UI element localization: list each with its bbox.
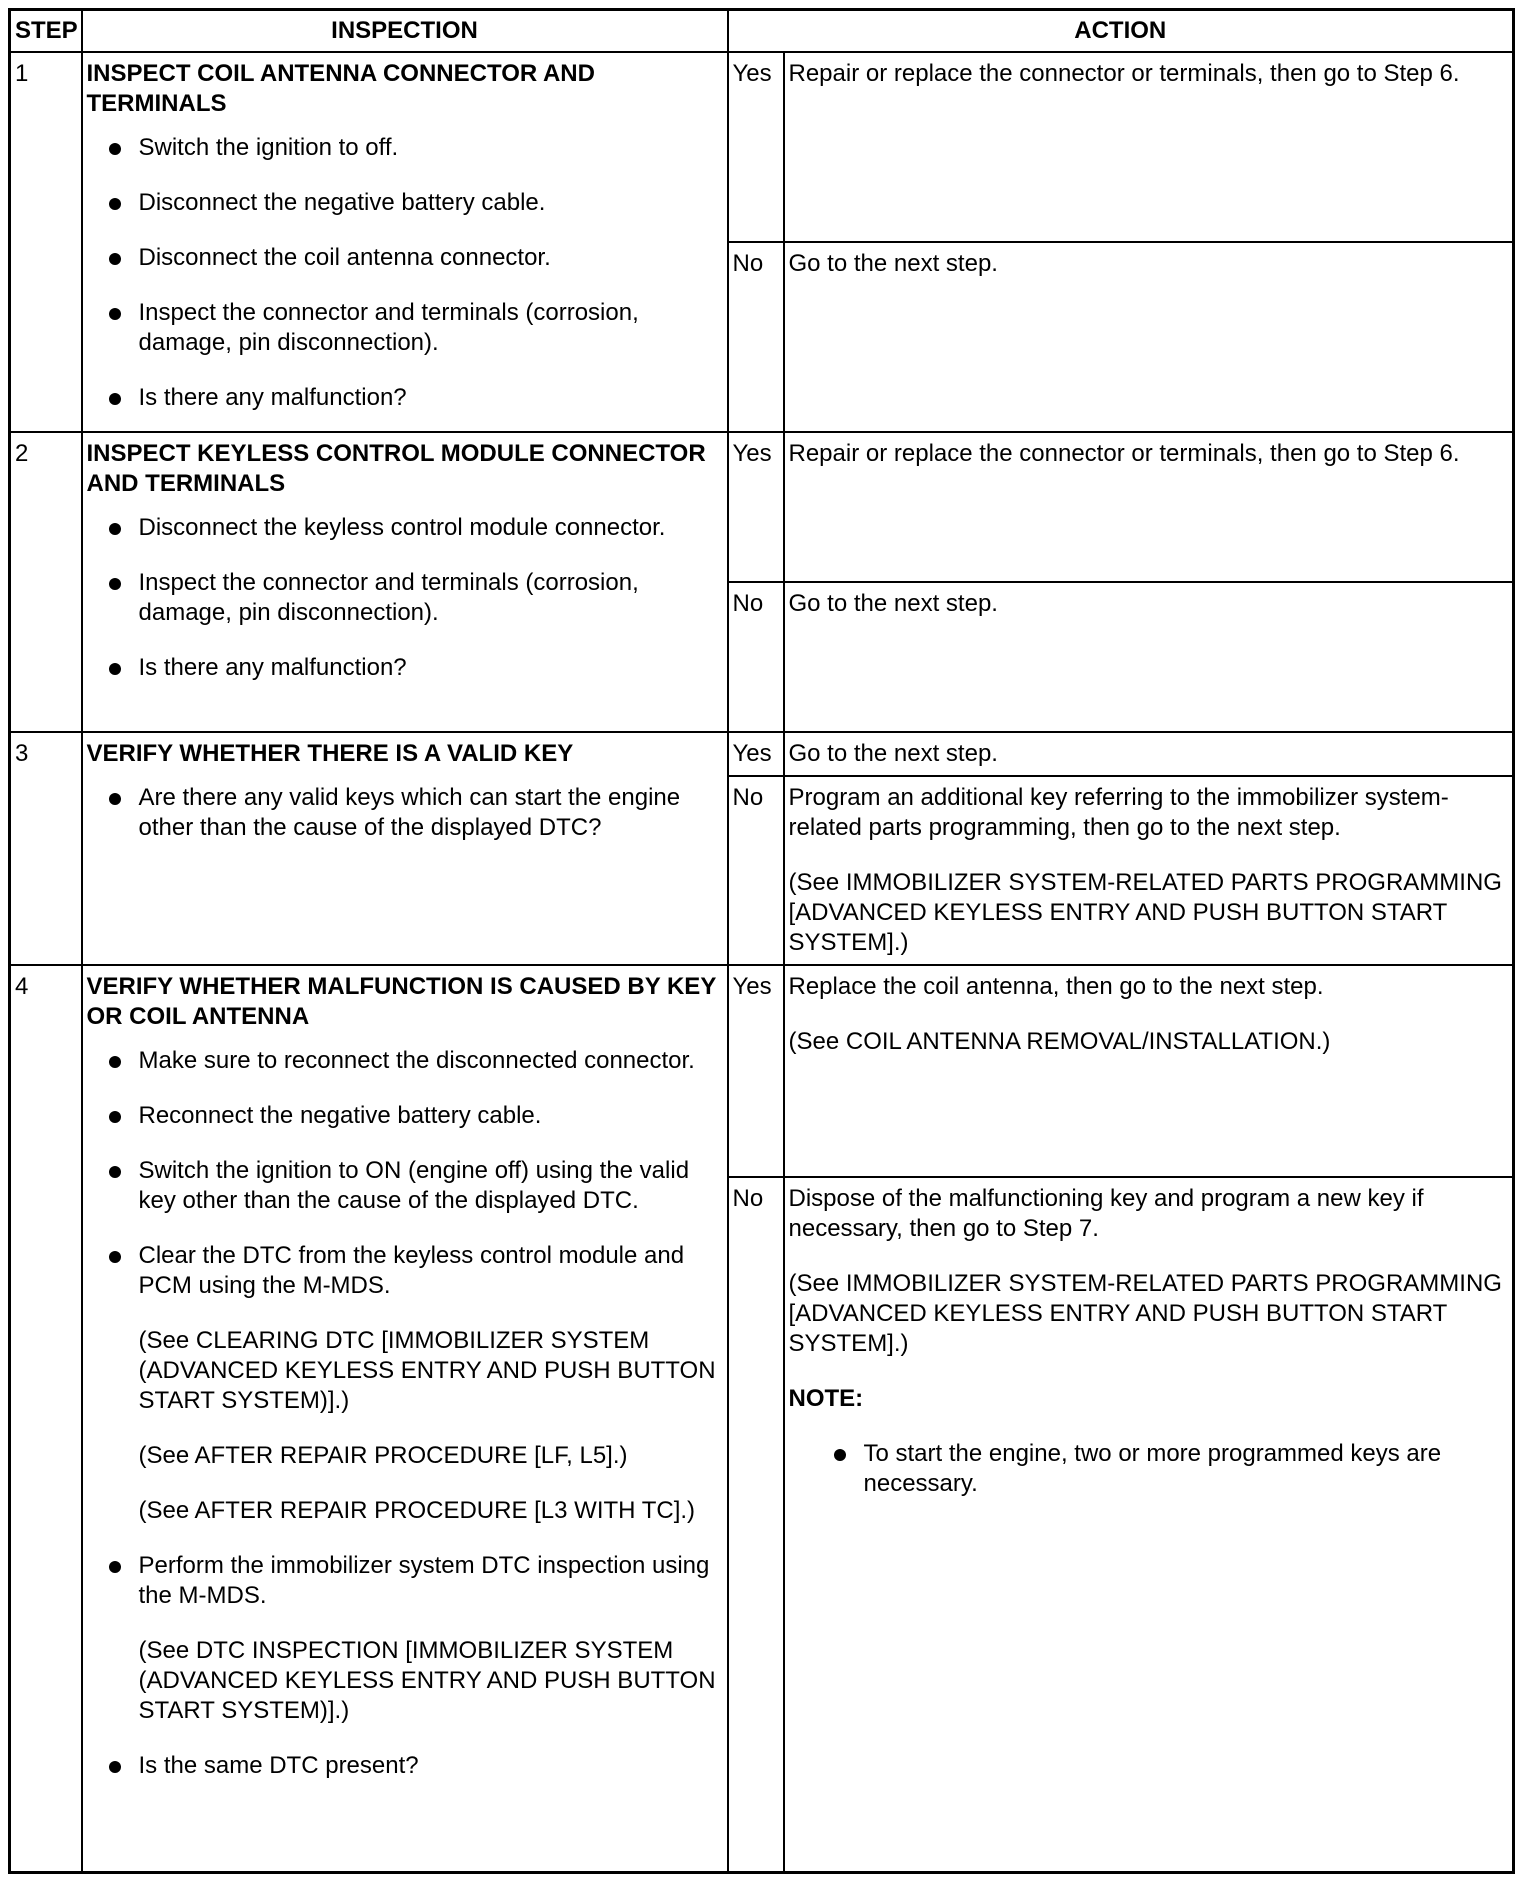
step-1-inspection: [82, 52, 728, 432]
step-title: INSPECT COIL ANTENNA CONNECTOR AND TERMINALS: [86, 59, 595, 117]
action-text: Repair or replace the connector or terminals, then go to Step 6.: [788, 439, 1460, 467]
reference-text: (See COIL ANTENNA REMOVAL/INSTALLATION.): [788, 1027, 1331, 1055]
inspection-bullet: Switch the ignition to off.: [139, 133, 723, 163]
inspection-bullet: Inspect the connector and terminals (corrosion, damage, pin disconnection).: [139, 298, 723, 358]
note-bullet: To start the engine, two or more programmed keys are necessary.: [864, 1439, 1509, 1499]
yes-label: Yes: [728, 52, 784, 242]
action-text: Go to the next step.: [788, 589, 998, 617]
step-title: VERIFY WHETHER MALFUNCTION IS CAUSED BY KEY OR COIL ANTENNA: [86, 972, 716, 1030]
step-number: 4: [10, 965, 82, 1873]
action-text: Replace the coil antenna, then go to the next step.: [788, 972, 1324, 1000]
action-text: Dispose of the malfunctioning key and program a new key if necessary, then go to Step 7.: [788, 1184, 1424, 1242]
inspection-bullet: Is there any malfunction?: [139, 653, 723, 683]
inspection-bullets: [87, 133, 723, 413]
yes-action: [784, 432, 1514, 582]
step-number: 2: [10, 432, 82, 732]
step-2-inspection: [82, 432, 728, 732]
reference-text: (See AFTER REPAIR PROCEDURE [L3 WITH TC].): [138, 1496, 696, 1524]
note-label: NOTE:: [788, 1384, 864, 1412]
no-action: [784, 582, 1514, 732]
step-3-inspection: [82, 732, 728, 965]
reference-text: (See DTC INSPECTION [IMMOBILIZER SYSTEM (ADVANCED KEYLESS ENTRY AND PUSH BUTTON START SYSTEM)].): [138, 1636, 716, 1724]
action-text: Go to the next step.: [788, 249, 998, 277]
yes-label: Yes: [728, 732, 784, 776]
step-1-yes-row: [10, 52, 1514, 242]
reference-text: (See CLEARING DTC [IMMOBILIZER SYSTEM (ADVANCED KEYLESS ENTRY AND PUSH BUTTON START SYSTEM)].): [138, 1326, 716, 1414]
inspection-bullet: [139, 1241, 723, 1526]
inspection-bullet: Are there any valid keys which can start the engine other than the cause of the displayed DTC?: [139, 783, 723, 843]
no-label: No: [728, 776, 784, 965]
yes-action: [784, 965, 1514, 1177]
header-inspection: INSPECTION: [82, 10, 728, 52]
inspection-bullet: Disconnect the coil antenna connector.: [139, 243, 723, 273]
inspection-bullets: [87, 783, 723, 843]
header-step: STEP: [10, 10, 82, 52]
inspection-bullet: Is the same DTC present?: [139, 1751, 723, 1781]
yes-label: Yes: [728, 432, 784, 582]
reference-text: (See IMMOBILIZER SYSTEM-RELATED PARTS PROGRAMMING [ADVANCED KEYLESS ENTRY AND PUSH BUTTON START SYSTEM].): [788, 1269, 1502, 1357]
no-label: No: [728, 1177, 784, 1873]
note-bullets: [789, 1439, 1509, 1499]
step-title: VERIFY WHETHER THERE IS A VALID KEY: [86, 739, 574, 767]
inspection-bullet: Disconnect the keyless control module connector.: [139, 513, 723, 543]
action-text: Repair or replace the connector or terminals, then go to Step 6.: [788, 59, 1460, 87]
yes-action: [784, 732, 1514, 776]
yes-label: Yes: [728, 965, 784, 1177]
action-text: Go to the next step.: [788, 739, 998, 767]
yes-action: [784, 52, 1514, 242]
inspection-bullet: Is there any malfunction?: [139, 383, 723, 413]
step-title: INSPECT KEYLESS CONTROL MODULE CONNECTOR AND TERMINALS: [86, 439, 706, 497]
bullet-text: Perform the immobilizer system DTC inspection using the M-MDS.: [138, 1551, 710, 1609]
step-number: 1: [10, 52, 82, 432]
inspection-bullet: Disconnect the negative battery cable.: [139, 188, 723, 218]
header-row: [10, 10, 1514, 52]
no-action: [784, 242, 1514, 432]
no-label: No: [728, 242, 784, 432]
inspection-bullet: Reconnect the negative battery cable.: [139, 1101, 723, 1131]
action-text: Program an additional key referring to the immobilizer system-related parts programming, then go to the next step.: [788, 783, 1449, 841]
step-2-yes-row: [10, 432, 1514, 582]
inspection-bullet: Make sure to reconnect the disconnected connector.: [139, 1046, 723, 1076]
inspection-bullet: Switch the ignition to ON (engine off) using the valid key other than the cause of the displayed DTC.: [139, 1156, 723, 1216]
inspection-bullets: [87, 513, 723, 683]
step-number: 3: [10, 732, 82, 965]
header-action: ACTION: [728, 10, 1514, 52]
inspection-bullet: Inspect the connector and terminals (corrosion, damage, pin disconnection).: [139, 568, 723, 628]
no-action: [784, 1177, 1514, 1873]
inspection-bullet: [139, 1551, 723, 1726]
reference-text: (See AFTER REPAIR PROCEDURE [LF, L5].): [138, 1441, 628, 1469]
step-3-yes-row: [10, 732, 1514, 776]
bullet-text: Clear the DTC from the keyless control module and PCM using the M-MDS.: [138, 1241, 685, 1299]
step-4-inspection: [82, 965, 728, 1873]
diagnostic-table: [8, 8, 1515, 1874]
inspection-bullets: [87, 1046, 723, 1781]
step-4-yes-row: [10, 965, 1514, 1177]
no-label: No: [728, 582, 784, 732]
reference-text: (See IMMOBILIZER SYSTEM-RELATED PARTS PROGRAMMING [ADVANCED KEYLESS ENTRY AND PUSH BUTTON START SYSTEM].): [788, 868, 1502, 956]
no-action: [784, 776, 1514, 965]
